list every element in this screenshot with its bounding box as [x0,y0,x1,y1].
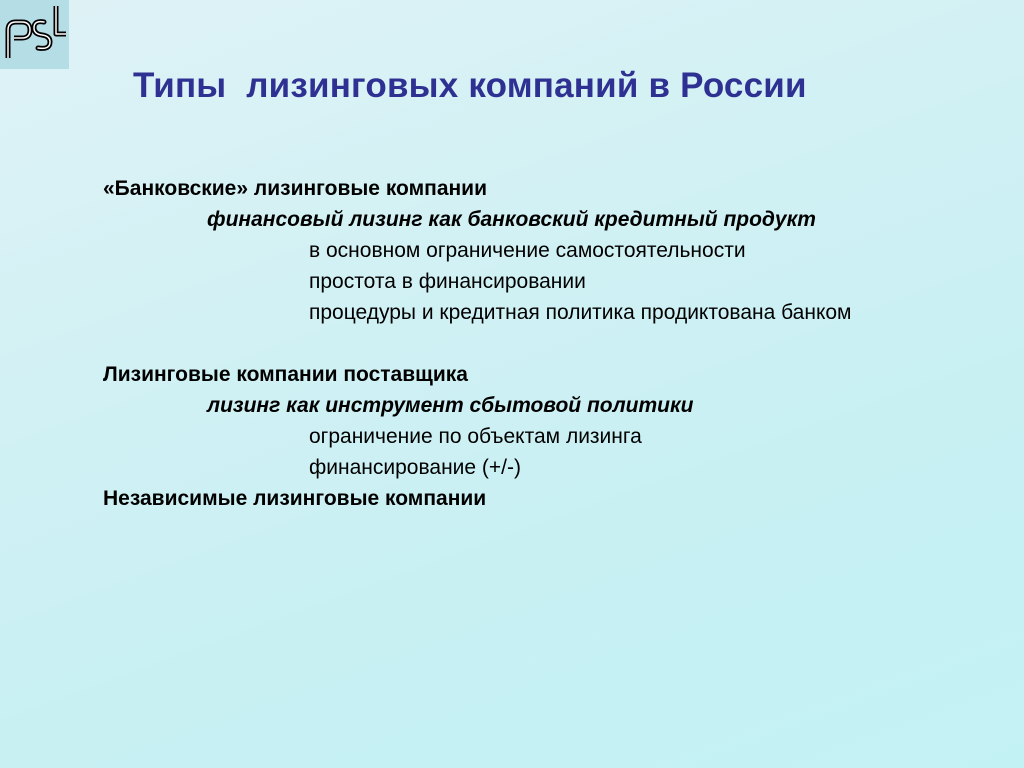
section-subheading-bank: финансовый лизинг как банковский кредитный продукт [207,208,816,231]
section-point: ограничение по объектам лизинга [309,425,642,448]
section-subheading-supplier: лизинг как инструмент сбытовой политики [207,394,694,417]
psl-logo-icon [0,0,69,69]
section-point: в основном ограничение самостоятельности [309,239,746,262]
slide-content [103,173,1003,514]
slide-title: Типы лизинговых компаний в России [133,66,807,105]
psl-logo [0,0,69,69]
section-point: процедуры и кредитная политика продиктована банком [309,301,852,324]
section-heading-independent: Независимые лизинговые компании [103,487,487,510]
section-spacer [103,328,1003,359]
section-heading-supplier: Лизинговые компании поставщика [103,363,468,386]
section-point: простота в финансировании [309,270,586,293]
section-heading-bank: «Банковские» лизинговые компании [103,177,487,200]
section-point: финансирование (+/-) [309,456,521,479]
